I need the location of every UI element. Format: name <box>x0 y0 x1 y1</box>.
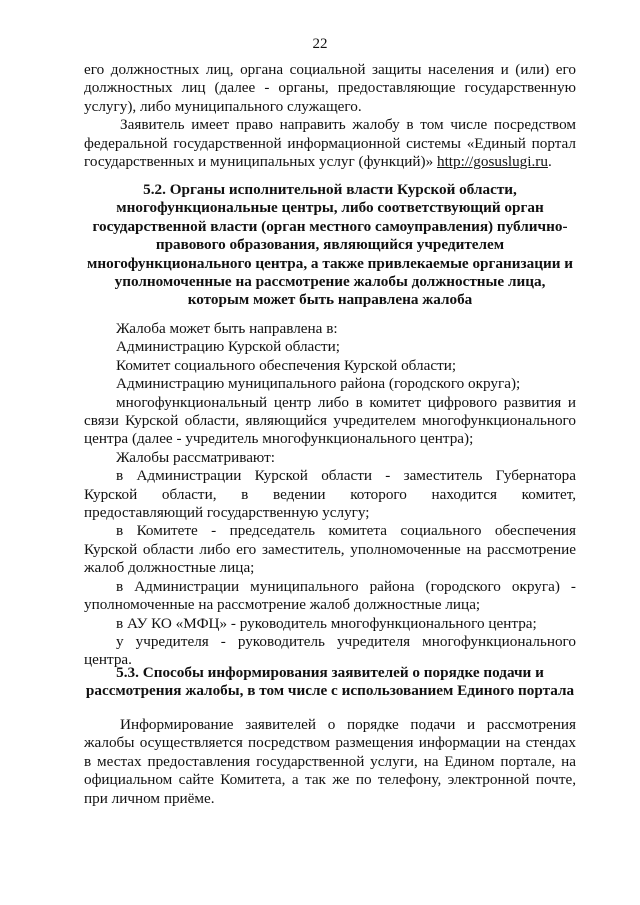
heading-line: многофункциональные центры, либо соответствующий орган <box>116 199 544 217</box>
text-line: Курской области, в ведении которого находится комитет, <box>84 485 576 503</box>
text-line: в местах предоставления государственной услуги, на Едином портале, на <box>84 752 576 770</box>
text-line: государственных и муниципальных услуг (функций)» http://gosuslugi.ru. <box>84 153 552 171</box>
text-line: Заявитель имеет право направить жалобу в том числе посредством <box>120 116 576 134</box>
text-line: при личном приёме. <box>84 789 215 807</box>
text-line: услугу), либо муниципального служащего. <box>84 97 362 115</box>
heading-line: уполномоченные на рассмотрение жалобы должностные лица, <box>114 273 546 291</box>
text-line: Администрацию Курской области; <box>116 338 341 356</box>
intro-paragraph <box>84 61 576 171</box>
text-line: центра. <box>84 651 132 669</box>
section-5-2-body <box>84 320 576 670</box>
text-line: Информирование заявителей о порядке подачи и рассмотрения <box>120 716 576 733</box>
section-5-2-heading <box>84 181 576 310</box>
text-line: в Комитете - председатель комитета социального обеспечения <box>116 522 576 540</box>
heading-line: 5.3. Способы информирования заявителей о порядке подачи и <box>116 664 544 681</box>
heading-line: 5.2. Органы исполнительной власти Курской области, <box>143 181 517 198</box>
text-line: его должностных лиц, органа социальной защиты населения и (или) его <box>84 61 576 78</box>
heading-line: правового образования, являющийся учредителем <box>155 236 505 254</box>
text-line: уполномоченные на рассмотрение жалоб должностные лица; <box>84 596 481 614</box>
text-line: Жалобы рассматривают: <box>116 448 275 466</box>
text-line: предоставляющий государственную услугу; <box>84 504 370 522</box>
text-line: Жалоба может быть направлена в: <box>116 320 338 337</box>
text-line: должностных лиц (далее - органы, предоставляющие государственную <box>84 79 576 97</box>
heading-line: которым может быть направлена жалоба <box>187 291 473 309</box>
text-line: многофункциональный центр либо в комитет цифрового развития и <box>116 393 576 411</box>
gosuslugi-link[interactable]: http://gosuslugi.ru <box>436 153 548 171</box>
text-line: в АУ КО «МФЦ» - руководитель многофункционального центра; <box>116 614 537 632</box>
text-line: официальном сайте Комитета, а так же по телефону, электронной почте, <box>84 771 576 789</box>
text-line: Комитет социального обеспечения Курской области; <box>116 356 457 374</box>
page-number: 22 <box>312 36 328 52</box>
heading-line: рассмотрения жалобы, в том числе с использованием Единого портала <box>85 682 575 700</box>
text-line: жалоб должностные лица; <box>84 559 255 577</box>
text-line: федеральной государственной информационной системы «Единый портал <box>84 134 576 152</box>
text-line: жалобы осуществляется посредством размещения информации на стендах <box>84 734 576 752</box>
section-5-3-body <box>84 716 576 808</box>
heading-line: государственной власти (орган местного самоуправления) публично- <box>92 217 568 235</box>
text-line: в Администрации Курской области - заместитель Губернатора <box>116 467 576 485</box>
text-line: Администрацию муниципального района (городского округа); <box>116 375 521 393</box>
heading-line: многофункционального центра, а также привлекаемые организации и <box>87 254 573 272</box>
section-5-3-heading <box>84 664 576 701</box>
text-line: у учредителя - руководитель учредителя многофункционального <box>116 632 576 650</box>
text-line: связи Курской области, являющийся учредителем многофункционального <box>84 412 576 430</box>
text-line: Курской области либо его заместитель, уполномоченные на рассмотрение <box>84 540 576 558</box>
text-line: центра (далее - учредитель многофункционального центра); <box>84 430 474 448</box>
text-line: в Администрации муниципального района (городского округа) - <box>116 577 576 595</box>
